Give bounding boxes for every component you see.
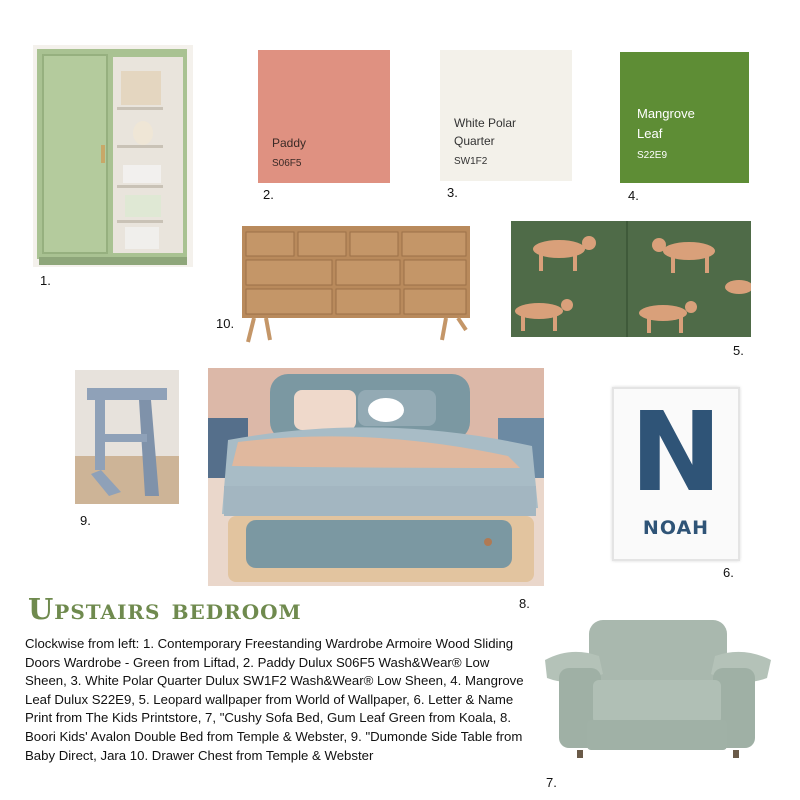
swatch-white-polar-quarter — [440, 50, 572, 181]
label-4: 4. — [628, 188, 639, 203]
bed-image — [208, 368, 544, 586]
swatch-code: S22E9 — [637, 150, 668, 161]
label-9: 9. — [80, 513, 91, 528]
label-8: 8. — [519, 596, 530, 611]
swatch-name: Paddy — [272, 136, 307, 150]
swatch-name: Mangrove Leaf — [637, 106, 695, 141]
swatch-code: SW1F2 — [454, 156, 488, 167]
name-print — [612, 387, 740, 561]
label-6: 6. — [723, 565, 734, 580]
swatch-code: S06F5 — [272, 158, 302, 169]
wardrobe-image — [33, 45, 193, 267]
drawer-chest-image — [240, 224, 475, 346]
armchair-image — [537, 612, 777, 762]
description-text: Clockwise from left: 1. Contemporary Freestanding Wardrobe Armoire Wood Sliding Doors Wardrobe - Green from Liftad, 2. Paddy Dulux S06F5 Wash&Wear® Low Sheen, 3. White Polar Quarter Dulux SW1F2 Wash&Wear® Low Sheen, 4. Mangrove Leaf Dulux S22E9, 5. Leopard wallpaper from World of Wallpaper, 6. Letter & Name Print from The Kids Printstore, 7, "Cushy Sofa Bed, Gum Leaf Green from Koala, 8. Boori Kids' Avalon Double Bed from Temple & Webster, 9. "Dumonde Side Table from Baby Direct, Jara 10. Drawer Chest from Temple & Webster — [25, 636, 524, 763]
swatch-mangrove-leaf — [620, 52, 749, 183]
swatch-paddy — [258, 50, 390, 183]
label-5: 5. — [733, 343, 744, 358]
swatch-name: White Polar Quarter — [454, 116, 517, 148]
label-1: 1. — [40, 273, 51, 288]
print-name: NOAH — [642, 517, 710, 539]
label-7: 7. — [546, 775, 557, 790]
page-title: Upstairs bedroom — [28, 592, 302, 626]
leopard-wallpaper-image — [511, 221, 751, 337]
label-10: 10. — [216, 316, 235, 331]
side-table-image — [75, 370, 179, 504]
label-2: 2. — [263, 187, 274, 202]
label-3: 3. — [447, 185, 458, 200]
print-letter: N — [629, 388, 723, 516]
